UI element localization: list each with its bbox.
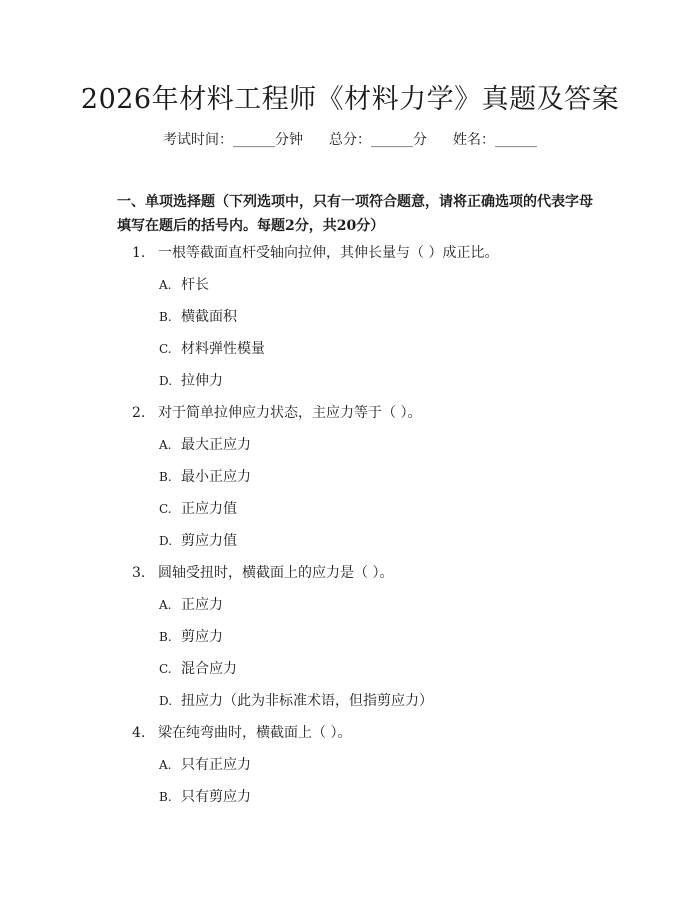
option-text: 扭应力（此为非标准术语，但指剪应力） <box>181 693 433 709</box>
option-text: 材料弹性模量 <box>181 341 265 357</box>
question-text: 梁在纯弯曲时，横截面上（ ）。 <box>158 725 352 741</box>
question-number: 1. <box>132 245 146 261</box>
option-letter: B. <box>159 470 172 484</box>
exam-time-field: 考试时间：______分钟 <box>163 132 303 148</box>
question-1-option-b <box>159 307 237 327</box>
option-letter: C. <box>159 342 172 356</box>
option-text: 拉伸力 <box>181 373 223 389</box>
option-text: 正应力值 <box>181 501 237 517</box>
student-name-field: 姓名：______ <box>453 132 537 148</box>
question-text: 一根等截面直杆受轴向拉伸，其伸长量与（ ）成正比。 <box>158 245 499 261</box>
option-text: 横截面积 <box>181 309 237 325</box>
question-number: 4. <box>132 725 146 741</box>
question-2 <box>132 403 421 423</box>
question-2-option-c <box>159 499 237 519</box>
option-letter: A. <box>159 438 172 452</box>
question-number: 3. <box>132 565 146 581</box>
question-3-option-b <box>159 627 223 647</box>
question-4-option-a <box>159 755 251 775</box>
option-letter: C. <box>159 662 172 676</box>
question-3-option-d <box>159 691 433 711</box>
question-1-option-d <box>159 371 223 391</box>
option-letter: D. <box>159 694 173 708</box>
question-3-option-a <box>159 595 223 615</box>
question-text: 圆轴受扭时，横截面上的应力是（ ）。 <box>158 565 394 581</box>
question-1-option-c <box>159 339 265 359</box>
option-letter: D. <box>159 534 173 548</box>
option-text: 剪应力 <box>181 629 223 645</box>
option-letter: A. <box>159 598 172 612</box>
option-letter: B. <box>159 790 172 804</box>
option-letter: B. <box>159 310 172 324</box>
option-text: 最小正应力 <box>181 469 251 485</box>
question-4 <box>132 723 351 743</box>
document-title: 2026年材料工程师《材料力学》真题及答案 <box>80 84 620 115</box>
option-letter: A. <box>159 278 172 292</box>
option-text: 只有正应力 <box>181 757 251 773</box>
option-text: 最大正应力 <box>181 437 251 453</box>
question-1 <box>132 243 498 263</box>
option-text: 剪应力值 <box>181 533 237 549</box>
question-1-option-a <box>159 275 209 295</box>
question-3-option-c <box>159 659 237 679</box>
option-text: 只有剪应力 <box>181 789 251 805</box>
question-text: 对于简单拉伸应力状态，主应力等于（ ）。 <box>158 405 422 421</box>
total-score-field: 总分：______分 <box>329 132 427 148</box>
option-letter: A. <box>159 758 172 772</box>
exam-meta-line <box>0 130 700 150</box>
section-heading-single-choice: 一、单项选择题（下列选项中，只有一项符合题意，请将正确选项的代表字母填写在题后的括号内。每题2分，共20分） <box>117 194 593 234</box>
question-number: 2. <box>132 405 146 421</box>
option-text: 正应力 <box>181 597 223 613</box>
question-3 <box>132 563 393 583</box>
option-letter: B. <box>159 630 172 644</box>
option-letter: C. <box>159 502 172 516</box>
question-2-option-a <box>159 435 251 455</box>
question-2-option-b <box>159 467 251 487</box>
option-letter: D. <box>159 374 173 388</box>
option-text: 混合应力 <box>181 661 237 677</box>
question-2-option-d <box>159 531 237 551</box>
option-text: 杆长 <box>181 277 209 293</box>
question-4-option-b <box>159 787 251 807</box>
